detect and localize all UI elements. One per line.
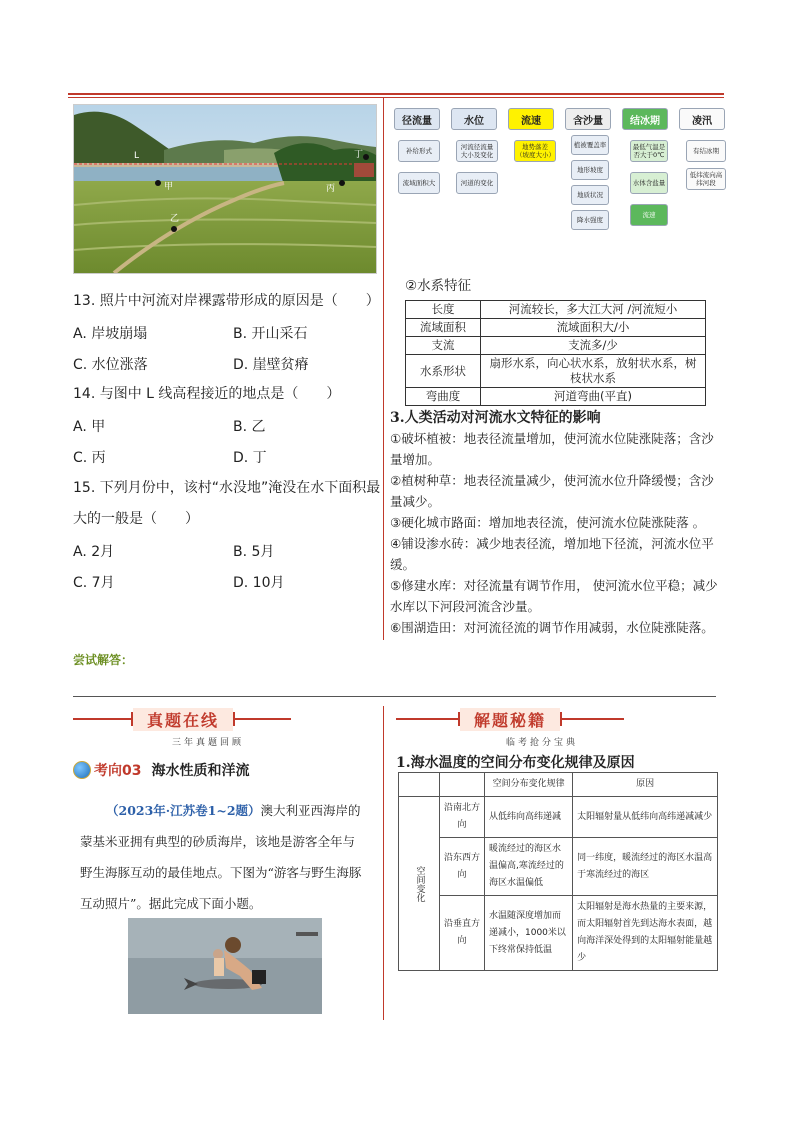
- table-row: [406, 355, 706, 388]
- flow-head-2: 水位: [451, 108, 497, 130]
- q14-option-c: C. 丙: [73, 450, 106, 466]
- table-cell: 太阳辐射是海水热量的主要来源，而太阳辐射首先到达海水表面，越向海洋深处得到的太阳辐射能量越少: [573, 896, 718, 971]
- table-row: [406, 388, 706, 406]
- table-row: [399, 838, 718, 896]
- column-divider: [383, 97, 384, 640]
- question-13-stem: 13. 照片中河流对岸裸露带形成的原因是（ ）: [73, 293, 380, 309]
- human-activity-item-4: ④铺设渗水砖：减少地表径流，增加地下径流，河流水位平缓。: [390, 536, 714, 572]
- label-bing: 丙: [326, 184, 336, 194]
- table-cell: 沿东西方向: [440, 838, 485, 896]
- table-cell: 沿南北方向: [440, 797, 485, 838]
- table-row: [399, 773, 718, 797]
- table-cell: [399, 773, 440, 797]
- q13-option-a: A. 岸坡崩塌: [73, 326, 148, 342]
- table-cell: 长度: [406, 301, 481, 319]
- question-15-stem-line1: 15. 下列月份中，该村“水没地”淹没在水下面积最: [73, 480, 381, 496]
- table-header-reason: 原因: [573, 773, 718, 797]
- flow-c4-4: 降水强度: [571, 210, 609, 230]
- question-15-stem-line2: 大的一般是（ ）: [73, 511, 199, 527]
- table-cell: 扇形水系，向心状水系，放射状水系，树枝状水系: [481, 355, 706, 388]
- flow-head-3: 流速: [508, 108, 554, 130]
- top-rule: [68, 93, 724, 95]
- banner-left-label: 真题在线: [133, 708, 233, 731]
- topic-heading: [73, 760, 249, 780]
- q14-option-a: A. 甲: [73, 419, 106, 435]
- table-cell: 流域面积: [406, 319, 481, 337]
- flow-c3-1: 地势落差（坡度大小）: [514, 140, 556, 162]
- human-activity-item-3: ③硬化城市路面：增加地表径流，使河流水位陡涨陡落 。: [390, 515, 706, 530]
- q15-option-d: D. 10月: [233, 575, 285, 591]
- try-answer-label: 尝试解答：: [73, 653, 134, 667]
- table-cell: 支流: [406, 337, 481, 355]
- source-tag: （2023年·江苏卷1~2题）: [106, 803, 261, 818]
- label-L: L: [134, 151, 140, 161]
- banner-right-sub: 临考抢分宝典: [506, 738, 579, 748]
- q13-option-b: B. 开山采石: [233, 326, 308, 342]
- table-row: [406, 319, 706, 337]
- flow-c2-1: 河流径流量大小及变化: [456, 140, 498, 162]
- label-yi: 乙: [170, 214, 180, 224]
- globe-icon: [73, 761, 91, 779]
- flow-head-5: 结冰期: [622, 108, 668, 130]
- banner-left-sub: 三年真题回顾: [172, 738, 245, 748]
- topic-title: 海水性质和洋流: [151, 763, 250, 779]
- q14-option-b: B. 乙: [233, 419, 266, 435]
- table-cell: 支流多/少: [481, 337, 706, 355]
- source-line-2: 蒙基米亚拥有典型的砂质海岸，该地是游客全年与: [80, 834, 356, 849]
- sea-temp-title: 1.海水温度的空间分布变化规律及原因: [396, 755, 635, 771]
- q15-option-b: B. 5月: [233, 544, 275, 560]
- human-activity-item-2: ②植树种草：地表径流量减少，使河流水位升降缓慢；含沙量减少。: [390, 473, 714, 509]
- river-photo: [73, 104, 377, 274]
- table-cell: 从低纬向高纬递减: [485, 797, 573, 838]
- table-cell: 河道弯曲(平直): [481, 388, 706, 406]
- column-divider-lower: [383, 706, 384, 1020]
- dolphin-photo: [128, 918, 322, 1014]
- table-cell: [440, 773, 485, 797]
- water-system-table: [405, 300, 706, 406]
- banner-past-papers: [73, 708, 291, 730]
- table-cell: 弯曲度: [406, 388, 481, 406]
- table-cell: 同一纬度，暖流经过的海区水温高于寒流经过的海区: [573, 838, 718, 896]
- flow-c1-1: 补给形式: [398, 140, 440, 162]
- human-activity-item-1: ①破坏植被：地表径流量增加，使河流水位陡涨陡落；含沙量增加。: [390, 431, 714, 467]
- flow-c6-2: 低纬流向高纬河段: [686, 168, 726, 190]
- q15-option-a: A. 2月: [73, 544, 115, 560]
- table-row: [399, 797, 718, 838]
- top-rule-thin: [68, 97, 724, 98]
- flow-c2-2: 河道的变化: [456, 172, 498, 194]
- flow-head-1: 径流量: [394, 108, 440, 130]
- human-activity-title: 3.人类活动对河流水文特征的影响: [390, 410, 601, 426]
- label-ding: 丁: [354, 150, 364, 160]
- table-cell: 流域面积大/小: [481, 319, 706, 337]
- source-paragraph: [80, 795, 370, 919]
- source-line-1: 澳大利亚西海岸的: [260, 803, 361, 818]
- table-cell: 水温随深度增加而递减小，1000米以下终常保持低温: [485, 896, 573, 971]
- flow-head-4: 含沙量: [565, 108, 611, 130]
- water-system-title: ②水系特征: [405, 278, 472, 294]
- section-rule: [73, 696, 716, 697]
- sea-temp-table: [398, 772, 718, 971]
- banner-tips: [396, 708, 624, 730]
- flow-c4-2: 地形坡度: [571, 160, 609, 180]
- topic-label: 考向03: [94, 763, 142, 779]
- table-row: [399, 896, 718, 971]
- table-row: [406, 337, 706, 355]
- q15-option-c: C. 7月: [73, 575, 115, 591]
- question-14-stem: 14. 与图中 L 线高程接近的地点是（ ）: [73, 386, 341, 402]
- table-row: [406, 301, 706, 319]
- q14-option-d: D. 丁: [233, 450, 267, 466]
- table-header-rule: 空间分布变化规律: [485, 773, 573, 797]
- flow-c5-2: 水体含盐量: [630, 172, 668, 194]
- table-cell: 太阳辐射量从低纬向高纬递减减少: [573, 797, 718, 838]
- table-cell: 沿垂直方向: [440, 896, 485, 971]
- q13-option-d: D. 崖壁贫瘠: [233, 357, 309, 373]
- source-line-4: 互动照片”。据此完成下面小题。: [80, 896, 262, 911]
- human-activity-item-5: ⑤修建水库：对径流量有调节作用， 使河流水位平稳；减少水库以下河段河流含沙量。: [390, 578, 718, 614]
- banner-right-label: 解题秘籍: [460, 708, 560, 731]
- flow-c1-2: 流域面积大: [398, 172, 440, 194]
- q13-option-c: C. 水位涨落: [73, 357, 148, 373]
- flow-c4-3: 地质状况: [571, 185, 609, 205]
- source-line-3: 野生海豚互动的最佳地点。下图为“游客与野生海豚: [80, 865, 362, 880]
- flow-c5-3: 流速: [630, 204, 668, 226]
- table-group: 空间变化: [399, 797, 440, 971]
- table-cell: 暖流经过的海区水温偏高,寒流经过的海区水温偏低: [485, 838, 573, 896]
- flow-c5-1: 最低气温是否大于0℃: [630, 140, 668, 162]
- flow-head-6: 凌汛: [679, 108, 725, 130]
- label-jia: 甲: [164, 182, 174, 192]
- human-activity-item-6: ⑥围湖造田：对河流径流的调节作用减弱，水位陡涨陡落。: [390, 620, 714, 635]
- flow-c4-1: 植被覆盖率: [571, 135, 609, 155]
- table-cell: 河流较长，多大江大河 /河流短小: [481, 301, 706, 319]
- flow-c6-1: 有结冰期: [686, 140, 726, 162]
- table-cell: 水系形状: [406, 355, 481, 388]
